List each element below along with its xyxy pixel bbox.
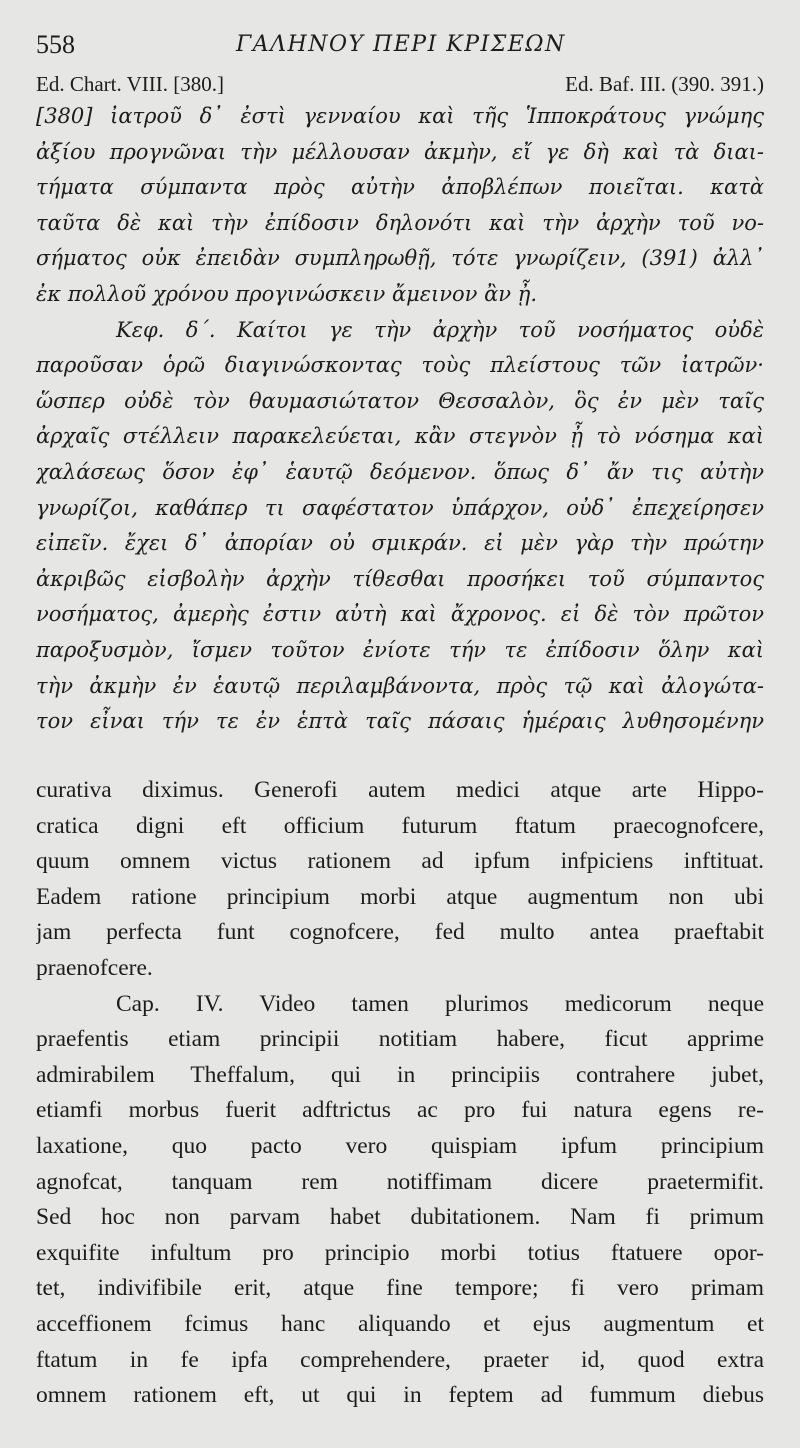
greek-line: χαλάσεως ὅσον ἐφ᾽ ἑαυτῷ δεόμενον. ὅπως δ᾽ ἄν τις αὐτὴν xyxy=(36,459,764,484)
greek-line: παροῦσαν ὁρῶ διαγινώσκοντας τοὺς πλείστους τῶν ἰατρῶν· xyxy=(36,353,764,378)
greek-line: τὴν ἀκμὴν ἐν ἑαυτῷ περιλαμβάνοντα, πρὸς τῷ καὶ ἀλογώτα- xyxy=(36,673,764,698)
greek-line: ὥσπερ οὐδὲ τὸν θαυμασιώτατον Θεσσαλὸν, ὃς ἐν μὲν ταῖς xyxy=(36,388,764,413)
greek-chapter-start: Κεφ. δ΄. Καίτοι γε τὴν ἀρχὴν τοῦ νοσήματος οὐδὲ xyxy=(116,317,764,342)
latin-line: laxatione, quo pacto vero quispiam ipfum principium xyxy=(36,1132,764,1159)
running-title: ΓΑΛΗΝΟΥ ΠΕΡΙ ΚΡΙΣΕΩΝ xyxy=(236,32,566,57)
latin-line: Sed hoc non parvam habet dubitationem. Nam fi primum xyxy=(36,1204,764,1231)
latin-line: jam perfecta funt cognofcere, fed multo antea praeftabit xyxy=(36,919,764,946)
latin-line: cratica digni eft officium futurum ftatum praecognofcere, xyxy=(36,812,764,839)
greek-line: ἀρχαῖς στέλλειν παρακελεύεται, κἂν στεγνὸν ᾖ τὸ νόσημα καὶ xyxy=(36,424,764,449)
greek-line: ἀκριβῶς εἰσβολὴν ἀρχὴν τίθεσθαι προσήκει τοῦ σύμπαντος xyxy=(36,566,764,591)
edition-chartier: Ed. Chart. VIII. [380.] xyxy=(36,72,224,96)
greek-line: ταῦτα δὲ καὶ τὴν ἐπίδοσιν δηλονότι καὶ τὴν ἀρχὴν τοῦ νο- xyxy=(36,210,764,235)
latin-line: etiamfi morbus fuerit adftrictus ac pro fui natura egens re- xyxy=(36,1097,764,1124)
latin-line: Eadem ratione principium morbi atque augmentum non ubi xyxy=(36,883,764,910)
edition-basel: Ed. Baf. III. (390. 391.) xyxy=(565,72,764,96)
greek-line: παροξυσμὸν, ἴσμεν τοῦτον ἐνίοτε τήν τε ἐπίδοσιν ὅλην καὶ xyxy=(36,637,764,662)
greek-line: σήματος οὐκ ἐπειδὰν συμπληρωθῇ, τότε γνωρίζειν, (391) ἀλλ᾽ xyxy=(36,246,764,271)
latin-line: praefentis etiam principii notitiam habere, ficut apprime xyxy=(36,1026,764,1053)
latin-line: tet, indivifibile erit, atque fine tempore; fi vero primam xyxy=(36,1275,764,1302)
greek-line: ἐκ πολλοῦ χρόνου προγινώσκειν ἄμεινον ἂν ᾖ. xyxy=(36,281,538,306)
latin-line: acceffionem fcimus hanc aliquando et ejus augmentum et xyxy=(36,1310,764,1337)
latin-line: exquifite infultum pro principio morbi totius ftatuere opor- xyxy=(36,1239,764,1266)
page-header xyxy=(36,30,764,64)
latin-chapter-start: Cap. IV. Video tamen plurimos medicorum neque xyxy=(116,990,764,1017)
greek-line: εἰπεῖν. ἔχει δ᾽ ἀπορίαν οὐ σμικράν. εἰ μὲν γὰρ τὴν πρώτην xyxy=(36,531,764,556)
latin-line: omnem rationem eft, ut qui in feptem ad fummum diebus xyxy=(36,1382,764,1409)
latin-line: quum omnem victus rationem ad ipfum infpiciens inftituat. xyxy=(36,848,764,875)
latin-line: admirabilem Theffalum, qui in principiis contrahere jubet, xyxy=(36,1061,764,1088)
latin-line: ftatum in fe ipfa comprehendere, praeter id, quod extra xyxy=(36,1346,764,1373)
page-number: 558 xyxy=(36,30,75,59)
latin-line: praenofcere. xyxy=(36,954,153,981)
latin-text xyxy=(36,773,764,1414)
greek-line: νοσήματος, ἀμερὴς ἐστιν αὐτὴ καὶ ἄχρονος. εἰ δὲ τὸν πρῶτον xyxy=(36,602,764,627)
latin-line: curativa diximus. Generofi autem medici atque arte Hippo- xyxy=(36,777,764,803)
edition-references xyxy=(36,72,764,100)
greek-line: [380] ἰατροῦ δ᾽ ἐστὶ γενναίου καὶ τῆς Ἱπποκράτους γνώμης xyxy=(36,104,764,128)
greek-text xyxy=(36,99,764,740)
greek-line: τον εἶναι τήν τε ἐν ἑπτὰ ταῖς πάσαις ἡμέραις λυθησομένην xyxy=(36,709,764,734)
latin-line: agnofcat, tanquam rem notiffimam dicere praetermifit. xyxy=(36,1168,764,1195)
greek-line: ἀξίου προγνῶναι τὴν μέλλουσαν ἀκμὴν, εἴ γε δὴ καὶ τὰ διαι- xyxy=(36,139,764,164)
greek-line: γνωρίζοι, καθάπερ τι σαφέστατον ὑπάρχον, οὐδ᾽ ἐπεχείρησεν xyxy=(36,495,764,520)
greek-line: τήματα σύμπαντα πρὸς αὐτὴν ἀποβλέπων ποιεῖται. κατὰ xyxy=(36,175,764,200)
